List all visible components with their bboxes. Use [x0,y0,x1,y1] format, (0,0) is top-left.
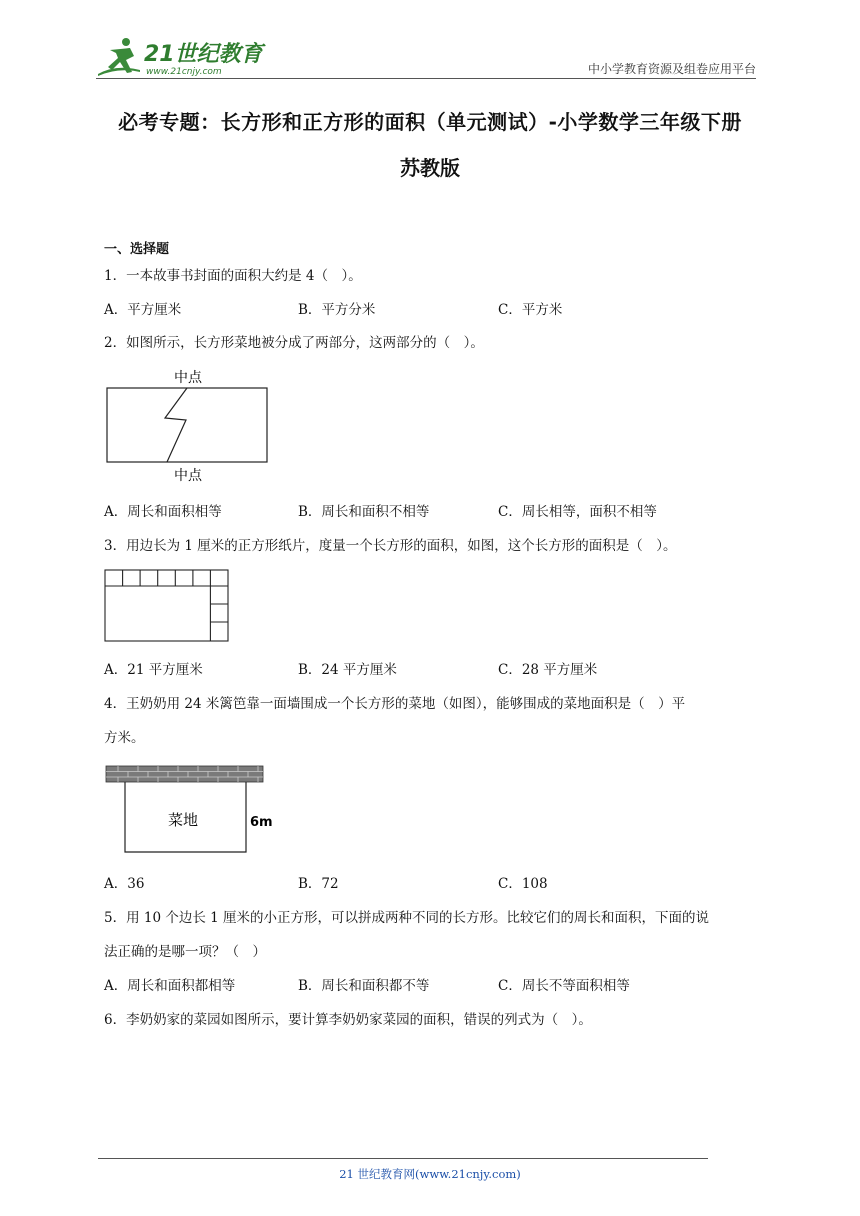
q2-rectangle [107,388,267,462]
footer-link[interactable]: 21 世纪教育网(www.21cnjy.com) [339,1167,521,1181]
q4-option-a[interactable]: A．36 [104,876,145,892]
q4-figure [100,762,280,862]
logo-text: 21世纪教育 [144,42,263,67]
q3-rectangle [105,570,228,641]
question-4-stem-line2: 方米。 [104,730,145,746]
q2-option-c[interactable]: C．周长相等，面积不相等 [498,504,657,520]
q1-option-b[interactable]: B．平方分米 [298,302,376,318]
q5-option-b[interactable]: B．周长和面积都不等 [298,978,430,994]
section-heading: 一、选择题 [104,242,170,257]
question-2-stem: 2．如图所示，长方形菜地被分成了两部分，这两部分的（ ）。 [104,335,484,351]
q4-option-c[interactable]: C．108 [498,876,548,892]
question-1-stem: 1．一本故事书封面的面积大约是 4（ ）。 [104,268,362,284]
question-5-stem-line1: 5．用 10 个边长 1 厘米的小正方形，可以拼成两种不同的长方形。比较它们的周长和面积，下面的说 [104,910,710,926]
q1-option-a[interactable]: A．平方厘米 [104,302,182,318]
q5-option-a[interactable]: A．周长和面积都相等 [104,978,236,994]
logo-url: www.21cnjy.com [146,67,222,77]
q2-option-b[interactable]: B．周长和面积不相等 [298,504,430,520]
question-4-stem-line1: 4．王奶奶用 24 米篱笆靠一面墙围成一个长方形的菜地（如图），能够围成的菜地面积是（ ）平 [104,696,686,712]
q4-side-label: 6m [250,815,273,830]
brick-wall [106,766,263,782]
q5-option-c[interactable]: C．周长不等面积相等 [498,978,630,994]
question-3-stem: 3．用边长为 1 厘米的正方形纸片，度量一个长方形的面积，如图，这个长方形的面积是（ ）。 [104,538,677,554]
q4-garden-label: 菜地 [168,811,199,829]
q2-figure [100,364,280,490]
q3-option-b[interactable]: B．24 平方厘米 [298,662,397,678]
site-logo [96,34,266,80]
question-6-stem: 6．李奶奶家的菜园如图所示，要计算李奶奶家菜园的面积，错误的列式为（ ）。 [104,1012,592,1028]
page-title: 必考专题：长方形和正方形的面积（单元测试）-小学数学三年级下册 [118,110,742,134]
q2-option-a[interactable]: A．周长和面积相等 [104,504,222,520]
runner-icon [98,38,140,76]
q3-option-c[interactable]: C．28 平方厘米 [498,662,598,678]
q4-option-b[interactable]: B．72 [298,876,339,892]
q3-option-a[interactable]: A．21 平方厘米 [104,662,203,678]
page-subtitle: 苏教版 [400,156,460,180]
question-5-stem-line2: 法正确的是哪一项？（ ） [104,944,266,960]
header-divider [96,78,756,79]
q2-zigzag-line [165,388,187,462]
q3-figure [100,566,234,650]
platform-label: 中小学教育资源及组卷应用平台 [587,62,756,76]
footer-divider [98,1158,708,1159]
q2-top-midpoint-label: 中点 [174,370,202,386]
q2-bottom-midpoint-label: 中点 [174,468,202,484]
q1-option-c[interactable]: C．平方米 [498,302,563,318]
